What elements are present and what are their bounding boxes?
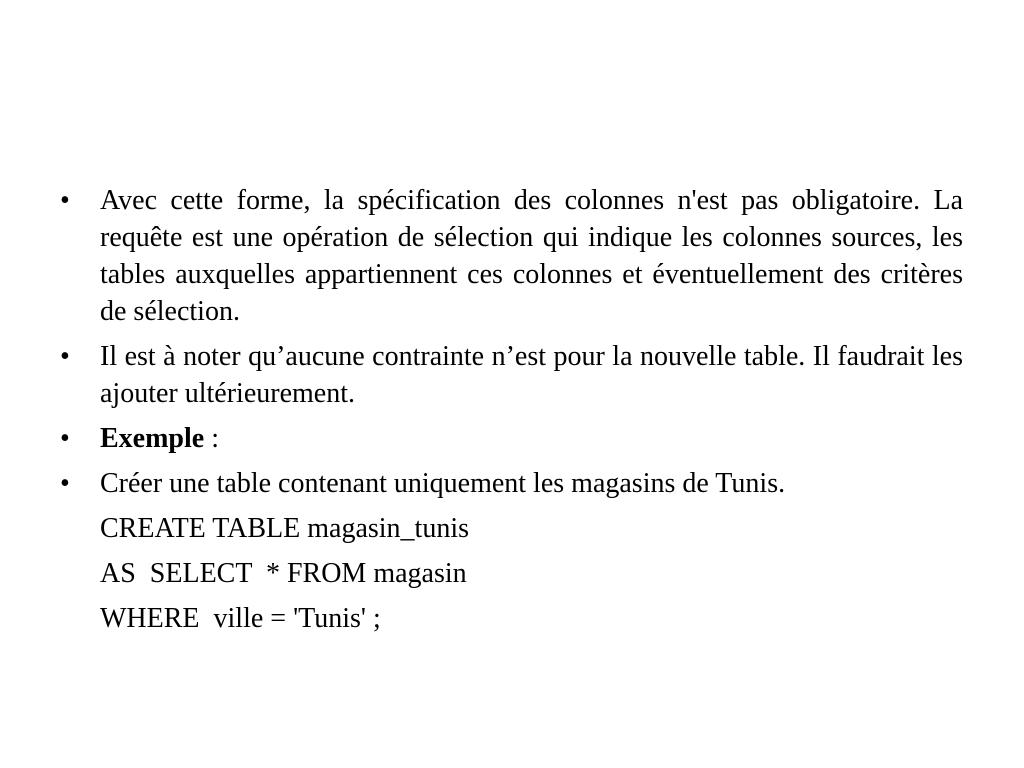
bullet-item-3 <box>58 420 963 457</box>
slide-body <box>58 182 963 645</box>
bullet-text: Avec cette forme, la spécification des colonnes n'est pas obligatoire. La requête est une opération de sélection qui indique les colonnes sources, les tables auxquelles appartiennent ces colonnes et éventuellement des critères de sélection. <box>100 185 963 327</box>
bullet-icon: • <box>60 423 70 454</box>
bullet-icon: • <box>60 185 70 216</box>
example-heading: Exemple <box>100 423 205 454</box>
bullet-text: Créer une table contenant uniquement les magasins de Tunis. <box>100 468 786 499</box>
sql-line-1: CREATE TABLE magasin_tunis <box>100 513 470 544</box>
sql-line-3: WHERE ville = 'Tunis' ; <box>100 603 381 634</box>
bullet-icon: • <box>60 468 70 499</box>
bullet-item-2 <box>58 338 963 412</box>
bullet-icon: • <box>60 341 70 372</box>
bullet-item-4 <box>58 465 963 502</box>
sql-line-2: AS SELECT * FROM magasin <box>100 558 467 589</box>
bullet-text: Il est à noter qu’aucune contrainte n’est pour la nouvelle table. Il faudrait les ajouter ultérieurement. <box>100 341 963 409</box>
bullet-text: : <box>204 423 219 454</box>
bullet-item-1 <box>58 182 963 330</box>
